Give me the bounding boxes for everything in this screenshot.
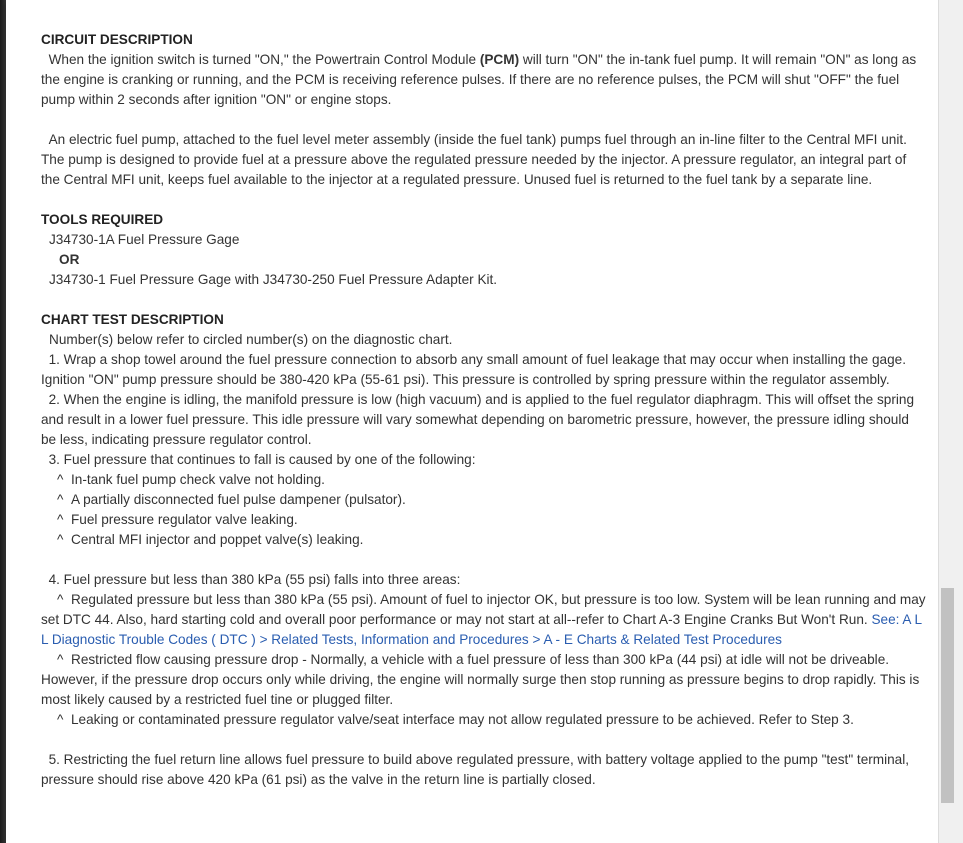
step-4: 4. Fuel pressure but less than 380 kPa (55 psi) falls into three areas: (41, 572, 461, 587)
step-3-item-text: In-tank fuel pump check valve not holding. (71, 472, 325, 487)
dtc-procedures-link[interactable]: See: A L L Diagnostic Trouble Codes ( DTC ) > Related Tests, Information and Procedures > A - E Charts & Related Test Procedures (41, 612, 922, 647)
step-1: 1. Wrap a shop towel around the fuel pressure connection to absorb any small amount of fuel leakage that may occur when installing the gage. Ignition "ON" pump pressure should be 380-420 kPa (55-61 psi). This pressure is controlled by spring pressure within the regulator assembly. (41, 352, 910, 387)
caret-bullet: ^ (57, 712, 64, 727)
step-4-item-c-text: Leaking or contaminated pressure regulator valve/seat interface may not allow regulated pressure to be achieved. Refer to Step 3. (71, 712, 854, 727)
circuit-paragraph-1 (41, 50, 926, 110)
caret-bullet: ^ (57, 472, 64, 487)
step-5: 5. Restricting the fuel return line allows fuel pressure to build above regulated pressure, with battery voltage applied to the pump "test" terminal, pressure should rise above 420 kPa (61 psi) as the valve in the return line is partially closed. (41, 752, 913, 787)
circuit-paragraph-2: An electric fuel pump, attached to the fuel level meter assembly (inside the fuel tank) pumps fuel through an in-line filter to the Central MFI unit. The pump is designed to provide fuel at a pressure above the regulated pressure needed by the injector. A pressure regulator, an integral part of the Central MFI unit, keeps fuel available to the injector at a regulated pressure. Unused fuel is returned to the fuel tank by a separate line. (41, 132, 911, 187)
tool-item-2: J34730-1 Fuel Pressure Gage with J34730-250 Fuel Pressure Adapter Kit. (49, 272, 498, 287)
step-4-item-c (41, 710, 926, 730)
tools-required-heading: TOOLS REQUIRED (41, 212, 164, 227)
chart-test-heading: CHART TEST DESCRIPTION (41, 312, 224, 327)
vertical-scrollbar[interactable] (938, 0, 963, 843)
caret-bullet: ^ (57, 492, 64, 507)
caret-bullet: ^ (57, 592, 64, 607)
step-3-item (41, 530, 926, 550)
step-3-item (41, 490, 926, 510)
circuit-description-heading: CIRCUIT DESCRIPTION (41, 32, 193, 47)
step-4-item-a-text: Regulated pressure but less than 380 kPa (55 psi). Amount of fuel to injector OK, but pressure is too low. System will be lean running and may set DTC 44. Also, hard starting cold and overall poor performance or may not start at all--refer to Chart A-3 Engine Cranks But Won't Run. (41, 592, 926, 627)
step-3-item-text: Central MFI injector and poppet valve(s) leaking. (71, 532, 364, 547)
step-3-item-text: A partially disconnected fuel pulse dampener (pulsator). (71, 492, 406, 507)
document-content (41, 30, 926, 790)
caret-bullet: ^ (57, 512, 64, 527)
step-3-item-text: Fuel pressure regulator valve leaking. (71, 512, 298, 527)
step-4-item-a (41, 590, 926, 650)
caret-bullet: ^ (57, 652, 64, 667)
chart-intro: Number(s) below refer to circled number(s) on the diagnostic chart. (49, 332, 453, 347)
caret-bullet: ^ (57, 532, 64, 547)
tool-item-1: J34730-1A Fuel Pressure Gage (49, 232, 240, 247)
step-3: 3. Fuel pressure that continues to fall is caused by one of the following: (41, 452, 476, 467)
tool-or-label: OR (59, 252, 80, 267)
step-4-item-b-text: Restricted flow causing pressure drop - Normally, a vehicle with a fuel pressure of less than 300 kPa (44 psi) at idle will not be driveable. However, if the pressure drop occurs only while driving, the engine will normally surge then stop running as pressure begins to drop rapidly. This is most likely caused by a restricted fuel tine or plugged filter. (41, 652, 920, 707)
document-panel (6, 0, 938, 843)
circuit-p1-text-b: will turn "ON" the in-tank fuel pump. It will remain "ON" as long as the engine is cranking or running, and the PCM is receiving reference pulses. If there are no reference pulses, the PCM will shut "OFF" the fuel pump within 2 seconds after ignition "ON" or engine stops. (41, 52, 920, 107)
circuit-p1-text-a: When the ignition switch is turned "ON," the Powertrain Control Module (41, 52, 480, 67)
scrollbar-thumb[interactable] (941, 588, 954, 803)
step-2: 2. When the engine is idling, the manifold pressure is low (high vacuum) and is applied to the fuel regulator diaphragm. This will offset the spring and result in a lower fuel pressure. This idle pressure will vary somewhat depending on barometric pressure, however, the pressure idling should be less, indicating pressure regulator control. (41, 392, 918, 447)
pcm-abbrev: (PCM) (479, 52, 520, 67)
step-4-item-b (41, 650, 926, 710)
step-3-item (41, 510, 926, 530)
step-3-item (41, 470, 926, 490)
